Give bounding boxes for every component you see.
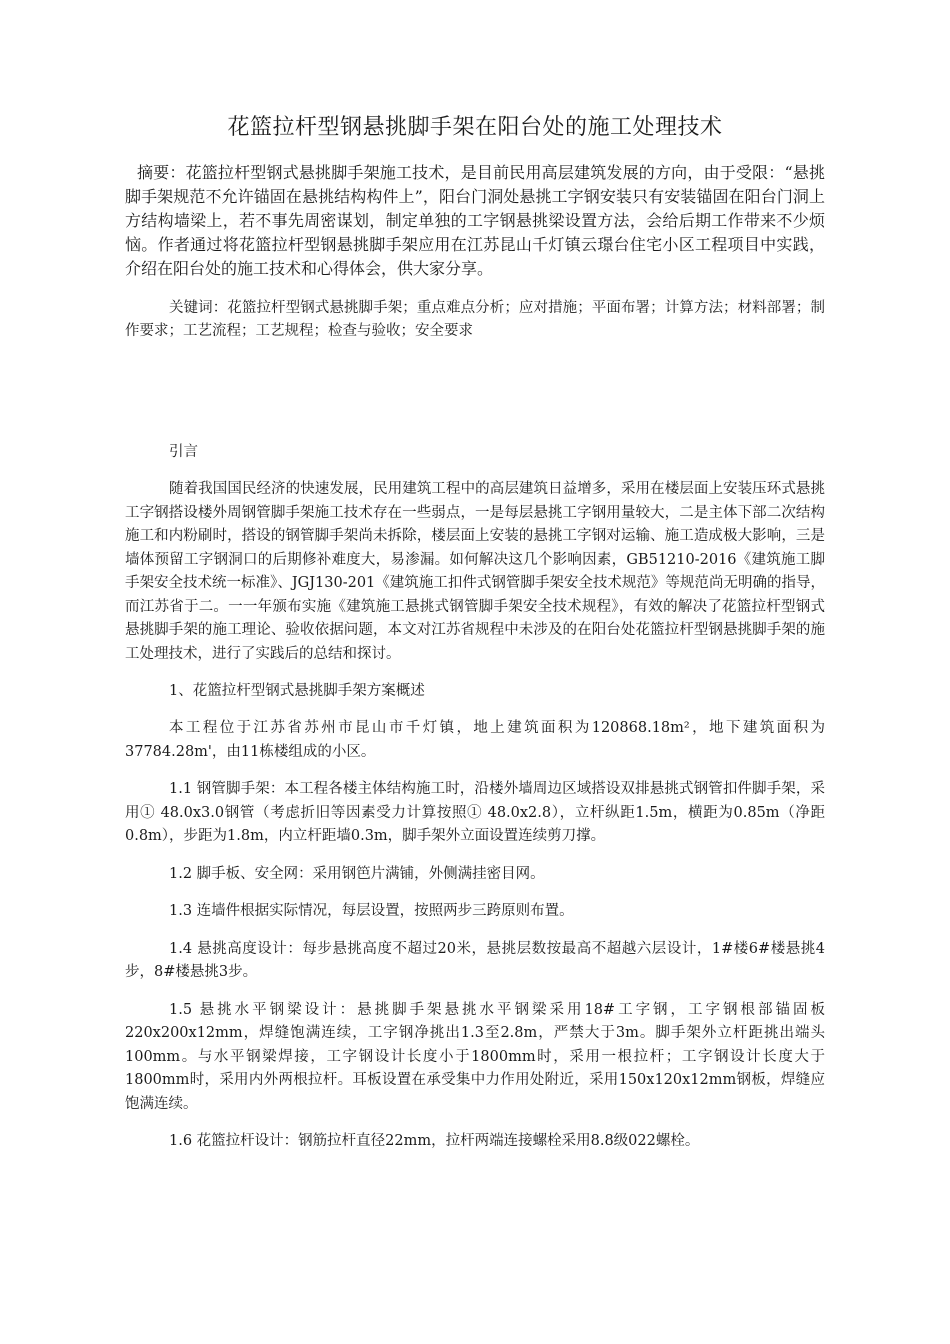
abstract: 摘要：花篮拉杆型钢式悬挑脚手架施工技术，是目前民用高层建筑发展的方向，由于受限：“悬挑脚手架规范不允许锚固在悬挑结构构件上”，阳台门洞处悬挑工字钢安装只有安装锚固在阳台门洞上方结构墙梁上，若不事先周密谋划，制定单独的工字钢悬挑梁设置方法，会给后期工作带来不少烦恼。作者通过将花篮拉杆型钢悬挑脚手架应用在江苏昆山千灯镇云璟台住宅小区工程项目中实践，介绍在阳台处的施工技术和心得体会，供大家分享。 xyxy=(125,163,825,278)
paragraph-1-4: 1.4 悬挑高度设计：每步悬挑高度不超过20米，悬挑层数按最高不超越六层设计，1#楼6#楼悬挑4步，8#楼悬挑3步。 xyxy=(125,940,825,980)
document-body xyxy=(125,110,825,1168)
page-title: 花篮拉杆型钢悬挑脚手架在阳台处的施工处理技术 xyxy=(227,115,723,140)
paragraph-1-1: 1.1 钢管脚手架：本工程各楼主体结构施工时，沿楼外墙周边区域搭设双排悬挑式钢管扣件脚手架，采用① 48.0x3.0钢管（考虑折旧等因素受力计算按照① 48.0x2.8），立杆纵距1.5m，横距为0.85m（净距0.8m），步距为1.8m，内立杆距墙0.3m，脚手架外立面设置连续剪刀撑。 xyxy=(125,781,825,844)
spacer xyxy=(125,343,825,441)
paragraph-1-5: 1.5 悬挑水平钢梁设计：悬挑脚手架悬挑水平钢梁采用18#工字钢，工字钢根部锚固板220x200x12mm，焊缝饱满连续，工字钢净挑出1.3至2.8m，严禁大于3m。脚手架外立杆距挑出端头100mm。与水平钢梁焊接，工字钢设计长度小于1800mm时，采用一根拉杆；工字钢设计长度大于1800mm时，采用内外两根拉杆。耳板设置在承受集中力作用处附近，采用150x120x12mm钢板，焊缝应饱满连续。 xyxy=(125,1001,825,1112)
paragraph-1-6: 1.6 花篮拉杆设计：钢筋拉杆直径22mm，拉杆两端连接螺栓采用8.8级022螺栓。 xyxy=(169,1133,700,1149)
keywords: 关键词：花篮拉杆型钢式悬挑脚手架；重点难点分析；应对措施；平面布署；计算方法；材料部署；制作要求；工艺流程；工艺规程；检查与验收；安全要求 xyxy=(125,300,825,339)
paragraph-1-3: 1.3 连墙件根据实际情况，每层设置，按照两步三跨原则布置。 xyxy=(169,903,574,919)
intro-heading: 引言 xyxy=(169,444,198,460)
section-1-intro: 本工程位于江苏省苏州市昆山市千灯镇，地上建筑面积为120868.18m²，地下建筑面积为37784.28m'，由11栋楼组成的小区。 xyxy=(125,720,825,760)
paragraph-1-2: 1.2 脚手板、安全网：采用钢笆片满铺，外侧满挂密目网。 xyxy=(169,865,545,882)
section-1-heading: 1、花篮拉杆型钢式悬挑脚手架方案概述 xyxy=(169,683,425,699)
intro-paragraph: 随着我国国民经济的快速发展，民用建筑工程中的高层建筑日益增多，采用在楼层面上安装压环式悬挑工字钢搭设楼外周钢管脚手架施工技术存在一些弱点，一是每层悬挑工字钢用量较大，二是主体下部二次结构施工和内粉刷时，搭设的钢管脚手架尚未拆除，楼层面上安装的悬挑工字钢对运输、施工造成极大影响，三是墙体预留工字钢洞口的后期修补难度大，易渗漏。如何解决这几个影响因素，GB51210-2016《建筑施工脚手架安全技术统一标准》、JGJ130-201《建筑施工扣件式钢管脚手架安全技术规范》等规范尚无明确的指导，而江苏省于二。一一年颁布实施《建筑施工悬挑式钢管脚手架安全技术规程》，有效的解决了花篮拉杆型钢式悬挑脚手架的施工理论、验收依据问题，本文对江苏省规程中未涉及的在阳台处花篮拉杆型钢悬挑脚手架的施工处理技术，进行了实践后的总结和探讨。 xyxy=(125,481,825,662)
